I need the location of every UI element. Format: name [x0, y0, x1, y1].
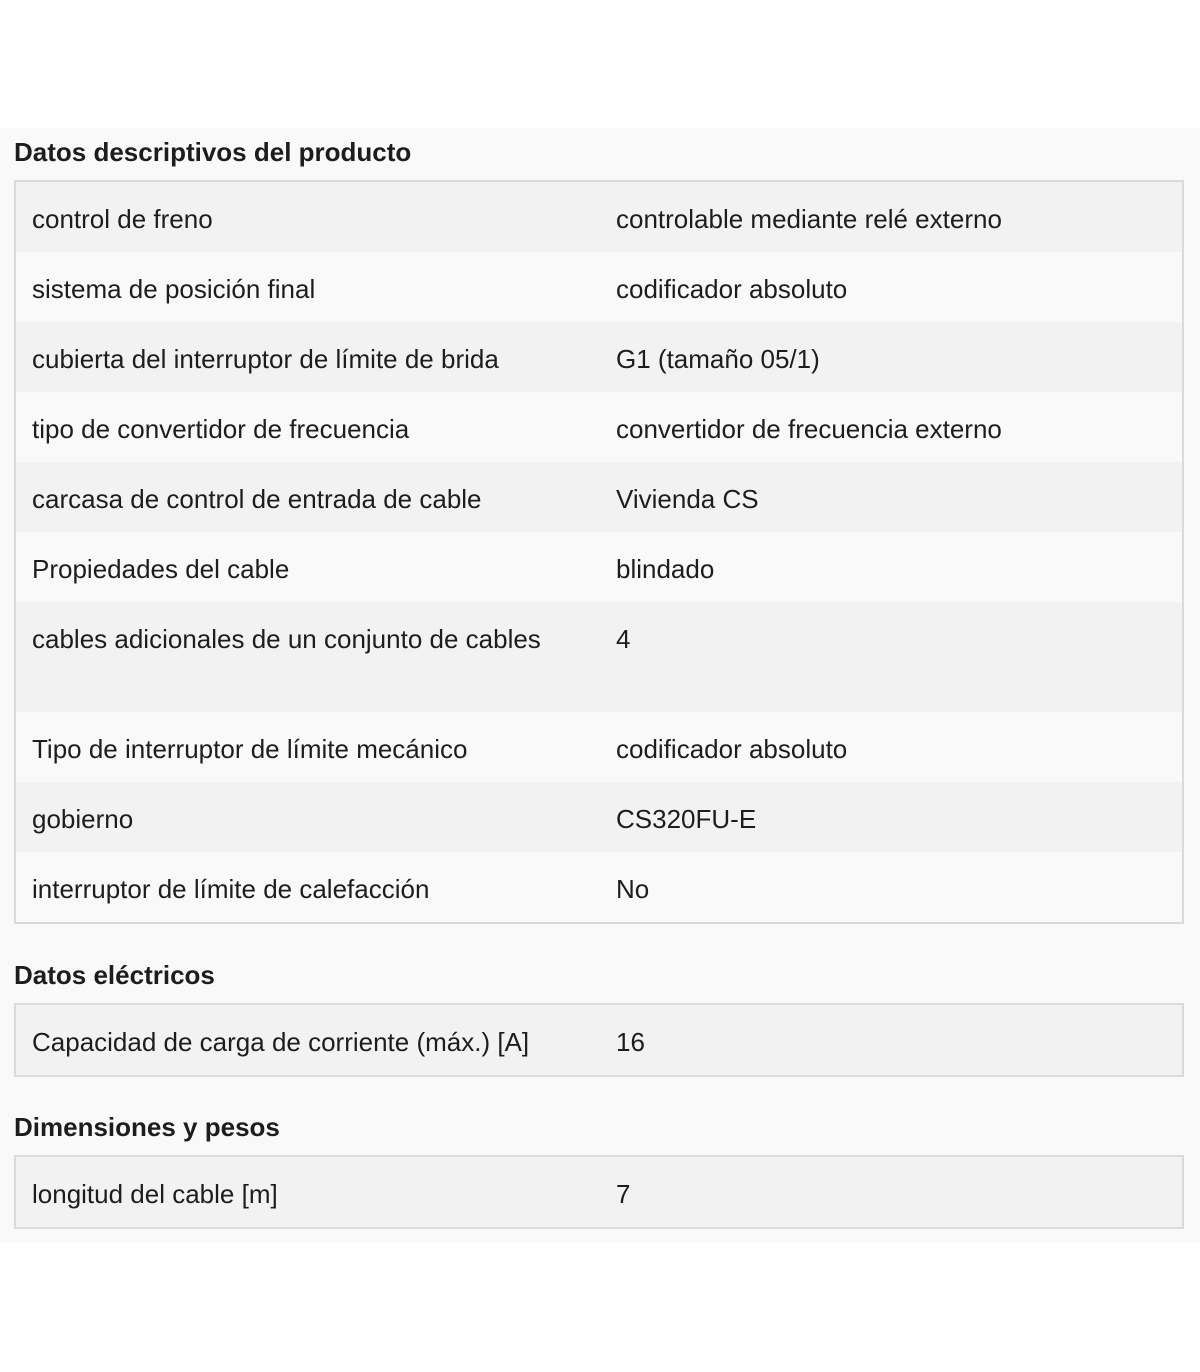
spec-value: blindado [616, 554, 715, 584]
spec-label: gobierno [32, 804, 134, 834]
table-row [16, 182, 1182, 252]
spec-value: 16 [616, 1027, 645, 1057]
spec-value: codificador absoluto [616, 734, 848, 764]
section-title-dimensions: Dimensiones y pesos [14, 1112, 280, 1142]
spec-label: interruptor de límite de calefacción [32, 874, 430, 904]
table-row [16, 602, 1182, 712]
table-row [16, 392, 1182, 462]
spec-label: Propiedades del cable [32, 554, 290, 584]
spec-value: G1 (tamaño 05/1) [616, 344, 820, 374]
spec-label: carcasa de control de entrada de cable [32, 484, 482, 514]
spec-label: Capacidad de carga de corriente (máx.) [A] [32, 1027, 530, 1057]
table-row [16, 1005, 1182, 1075]
product-specs-panel [0, 128, 1200, 1243]
spec-label: control de freno [32, 204, 213, 234]
spec-label: longitud del cable [m] [32, 1179, 278, 1209]
table-row [16, 712, 1182, 782]
spec-label: Tipo de interruptor de límite mecánico [32, 734, 468, 764]
spec-value: convertidor de frecuencia externo [616, 414, 1002, 444]
spec-value: controlable mediante relé externo [616, 204, 1002, 234]
table-row [16, 322, 1182, 392]
spec-label: cubierta del interruptor de límite de brida [32, 344, 499, 374]
table-row [16, 782, 1182, 852]
spec-value: Vivienda CS [616, 484, 759, 514]
table-row [16, 462, 1182, 532]
spec-value: 7 [616, 1179, 631, 1209]
table-row [16, 252, 1182, 322]
section-title-descriptive: Datos descriptivos del producto [14, 137, 412, 167]
spec-label: cables adicionales de un conjunto de cables [32, 624, 541, 654]
section-title-electrical: Datos eléctricos [14, 960, 215, 990]
spec-value: No [616, 874, 650, 904]
spec-table-electrical [14, 1003, 1184, 1077]
table-row [16, 532, 1182, 602]
table-row [16, 1157, 1182, 1227]
table-row [16, 852, 1182, 922]
spec-label: sistema de posición final [32, 274, 316, 304]
spec-table-dimensions [14, 1155, 1184, 1229]
spec-value: codificador absoluto [616, 274, 848, 304]
spec-table-descriptive [14, 180, 1184, 924]
spec-value: 4 [616, 624, 631, 654]
spec-value: CS320FU-E [616, 804, 757, 834]
spec-label: tipo de convertidor de frecuencia [32, 414, 410, 444]
